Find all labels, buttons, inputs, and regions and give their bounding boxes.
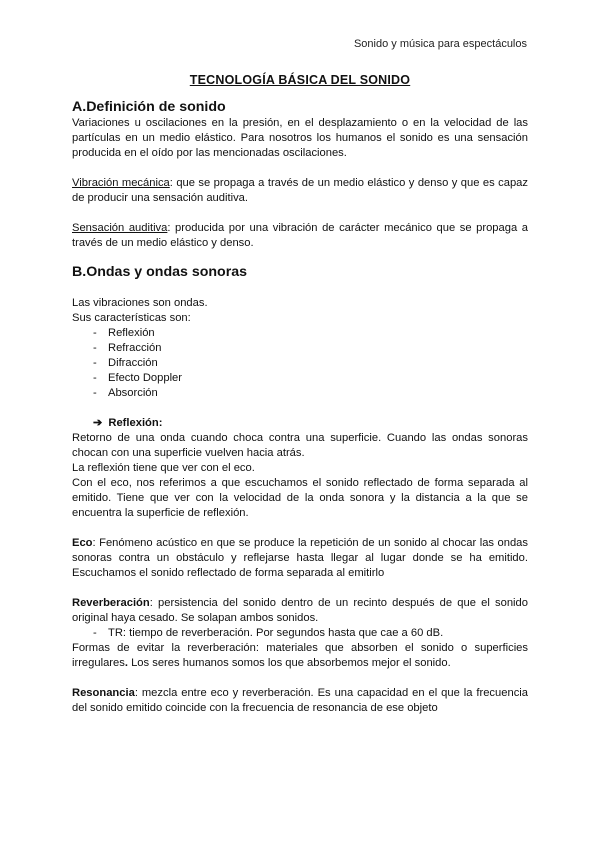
- resonancia-paragraph: [72, 686, 528, 716]
- reverberacion-avoid-paragraph: [72, 641, 528, 671]
- eco-term: Eco: [72, 537, 93, 549]
- arrow-right-icon: ➔: [93, 417, 103, 429]
- list-item: - TR: tiempo de reverberación. Por segundos hasta que cae a 60 dB.: [93, 626, 528, 641]
- characteristics-list: [72, 326, 528, 401]
- list-item: - Difracción: [93, 356, 528, 371]
- running-header: Sonido y música para espectáculos: [353, 38, 527, 50]
- sensacion-text: : producida por una vibración de carácter mecánico que se propaga a través de un medio elástico y denso.: [72, 222, 528, 249]
- list-item: - Reflexión: [93, 326, 528, 341]
- reflexion-paragraph-1: Retorno de una onda cuando choca contra una superficie. Cuando las ondas sonoras chocan con una superficie vuelven hacia atrás.: [72, 432, 528, 459]
- reverberacion-paragraph: [72, 596, 528, 626]
- reverberacion-avoid-dot: .: [124, 657, 128, 669]
- reverberacion-avoid-text-2: Los seres humanos somos los que absorbemos mejor el sonido.: [127, 657, 451, 669]
- sound-definition: Variaciones u oscilaciones en la presión, en el desplazamiento o en la velocidad de las partículas en un medio elástico. Para nosotros los humanos el sonido es una sensación producida en el oído por las mencionadas oscilaciones.: [72, 117, 528, 159]
- eco-text: : Fenómeno acústico en que se produce la repetición de un sonido al chocar las ondas sonoras contra un obstáculo y reflejarse hasta llegar al lugar donde se ha emitido. Escuchamos el sonido reflectado de forma separada al emitirlo: [72, 537, 528, 579]
- sensacion-paragraph: [72, 221, 528, 251]
- vibracion-text: : que se propaga a través de un medio elástico y denso y que es capaz de producir una sensación auditiva.: [72, 177, 528, 204]
- reverberacion-text: : persistencia del sonido dentro de un recinto después de que el sonido original haya cesado. Se solapan ambos sonidos.: [72, 597, 528, 624]
- list-item: - Efecto Doppler: [93, 371, 528, 386]
- reverberacion-list: [72, 626, 528, 641]
- waves-intro-2: Sus características son:: [72, 312, 191, 324]
- resonancia-term: Resonancia: [72, 687, 135, 699]
- resonancia-text: : mezcla entre eco y reverberación. Es una capacidad en el que la frecuencia del sonido emitido coincide con la frecuencia de resonancia de ese objeto: [72, 687, 528, 714]
- page-title: TECNOLOGÍA BÁSICA DEL SONIDO: [189, 73, 411, 87]
- reflexion-paragraph-3: Con el eco, nos referimos a que escuchamos el sonido reflectado de forma separada al emitido. Tiene que ver con la velocidad de la onda sonora y la distancia a la que se encuentra la superficie de reflexión.: [72, 477, 528, 519]
- reverberacion-avoid-text: Formas de evitar la reverberación: materiales que absorben el sonido o superficies irregulares: [72, 642, 528, 669]
- sensacion-term: Sensación auditiva: [72, 222, 168, 234]
- section-b-heading: B.Ondas y ondas sonoras: [72, 264, 248, 280]
- list-item: - Absorción: [93, 386, 528, 401]
- list-item: - Refracción: [93, 341, 528, 356]
- reflexion-heading-label: Reflexión:: [108, 417, 163, 429]
- reflexion-paragraph-2: La reflexión tiene que ver con el eco.: [72, 462, 255, 474]
- reflexion-heading: [72, 416, 528, 431]
- section-a-heading: A.Definición de sonido: [72, 99, 226, 115]
- document-body: [72, 98, 528, 716]
- vibracion-term: Vibración mecánica: [72, 177, 170, 189]
- vibracion-paragraph: [72, 176, 528, 206]
- eco-paragraph: [72, 536, 528, 581]
- reverberacion-term: Reverberación: [72, 597, 150, 609]
- waves-intro-1: Las vibraciones son ondas.: [72, 297, 208, 309]
